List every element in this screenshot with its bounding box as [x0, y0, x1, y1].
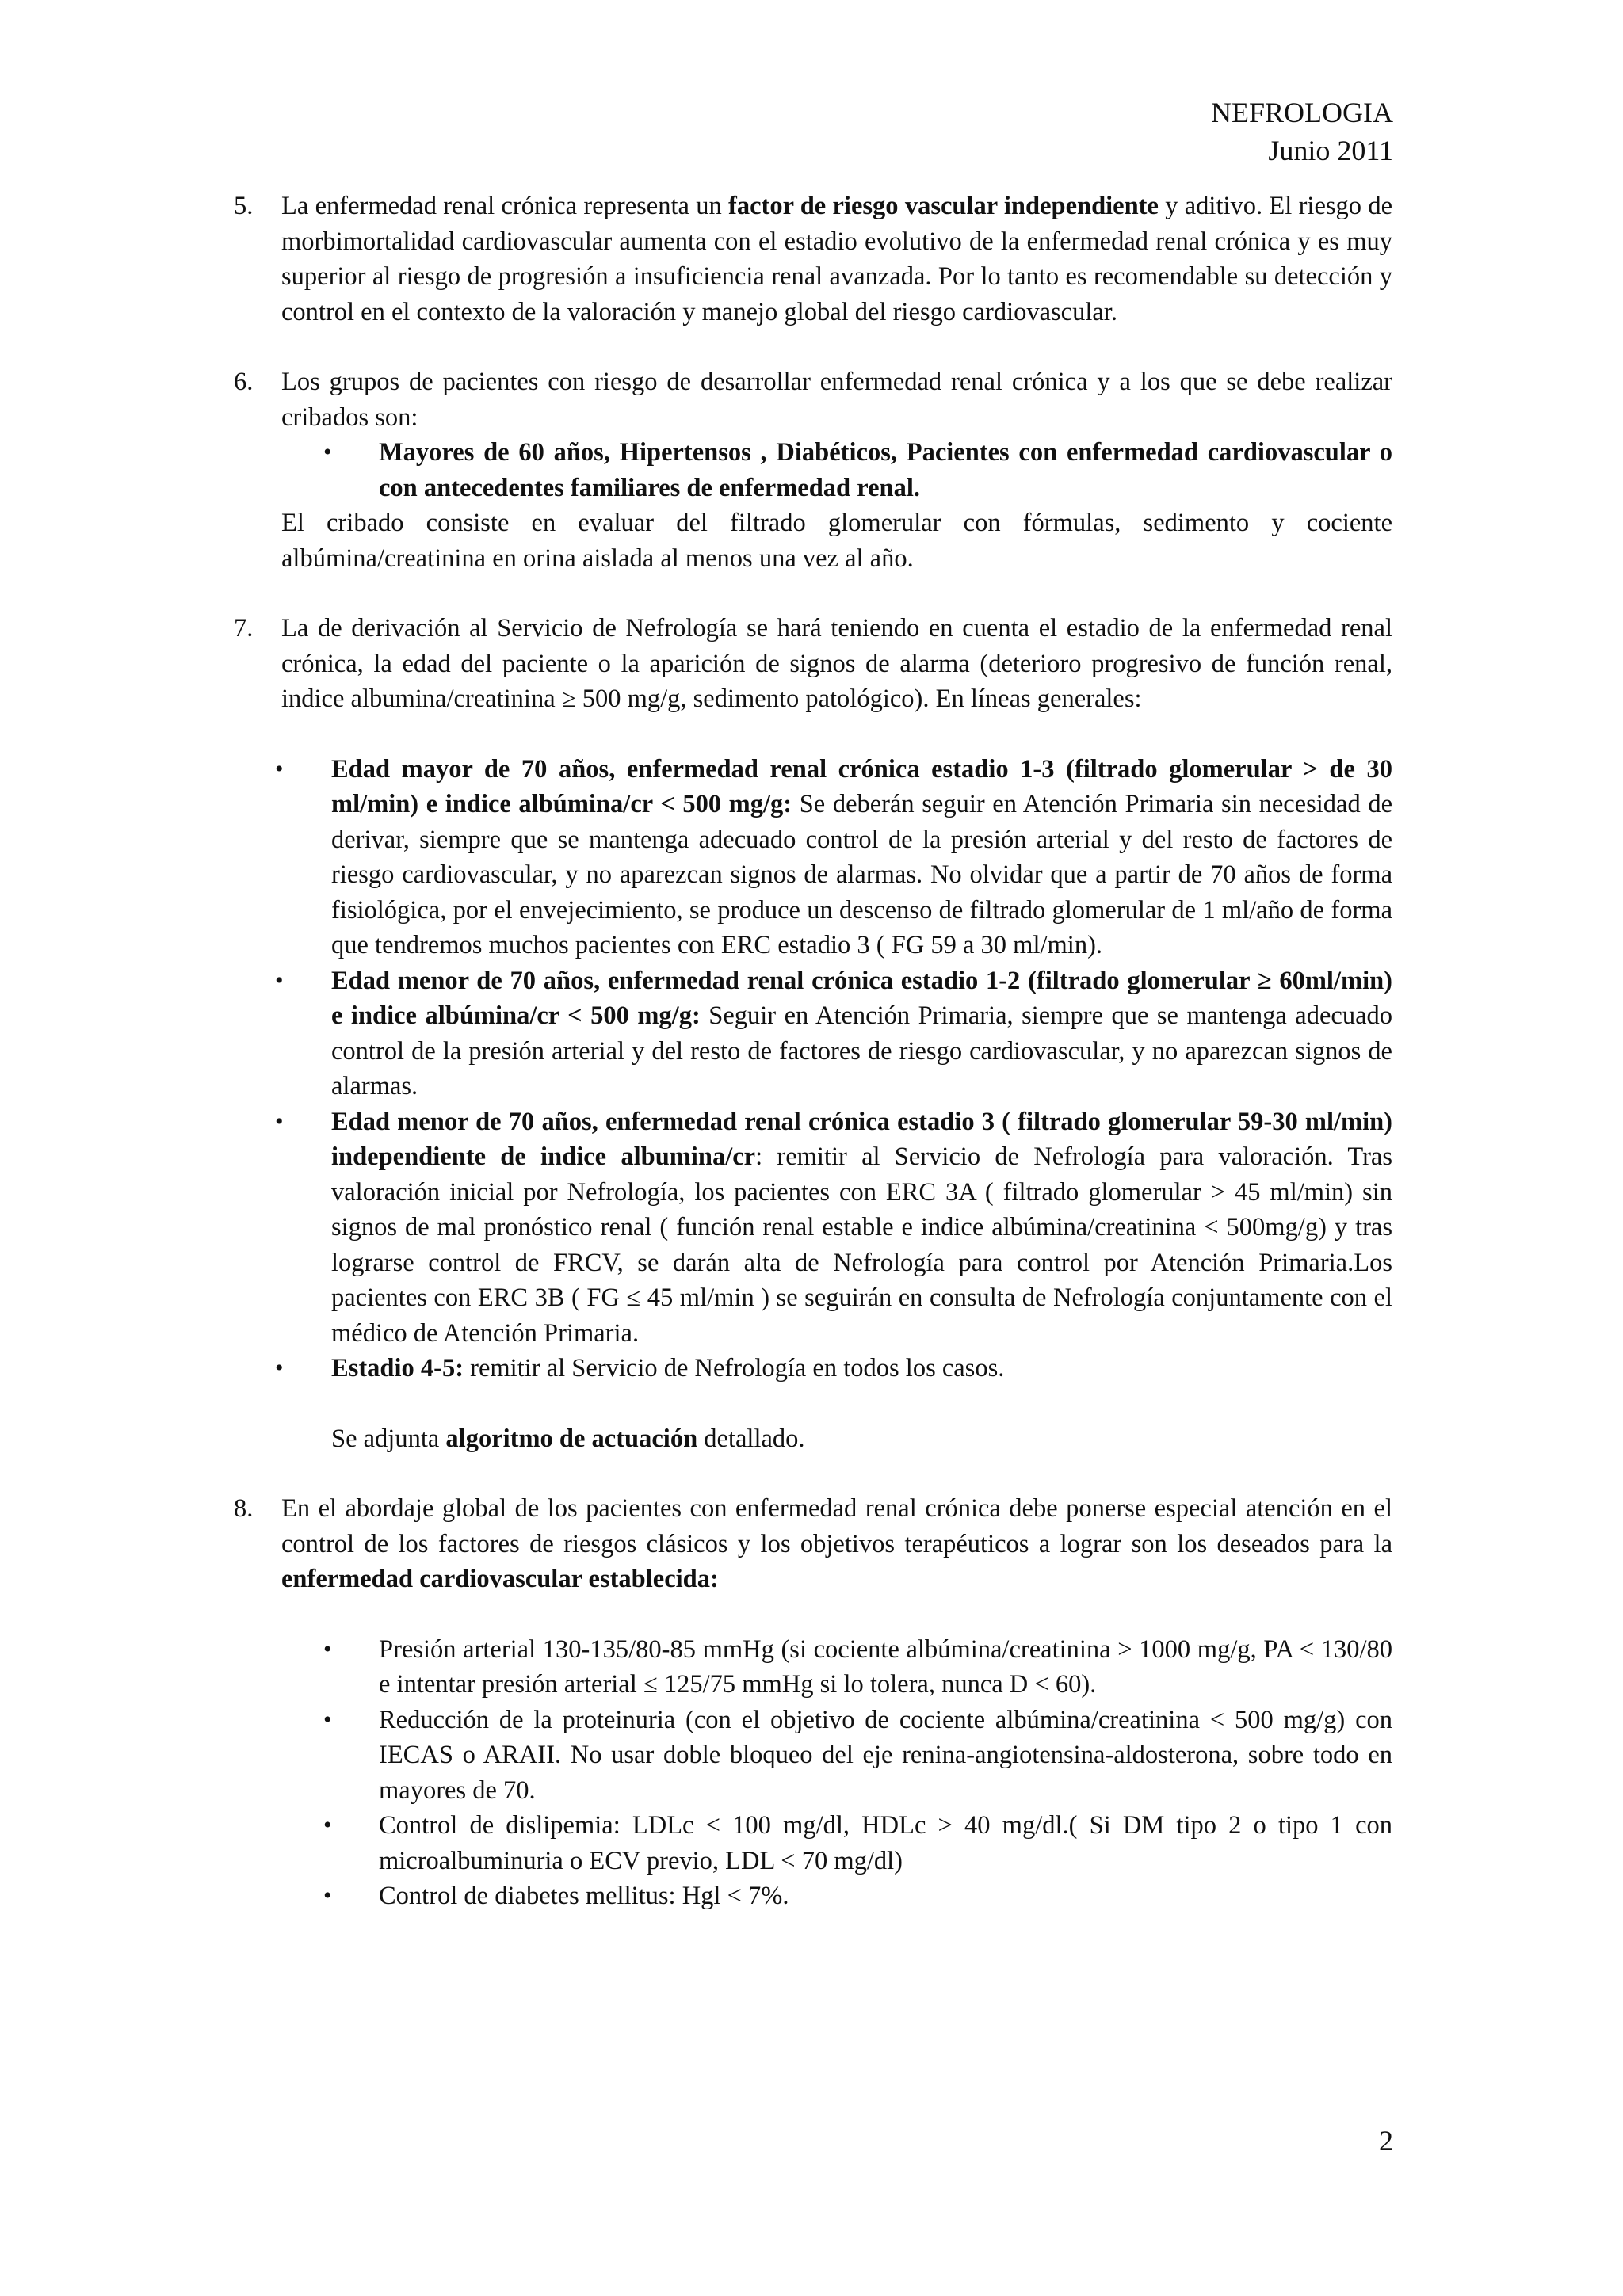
attachment-note: Se adjunta algoritmo de actuación detallado.	[331, 1424, 805, 1453]
item-6-outro: El cribado consiste en evaluar del filtrado glomerular con fórmulas, sedimento y cociente albúmina/creatinina en orina aislada al menos una vez al año.	[281, 509, 1392, 573]
bullet-item: • Mayores de 60 años, Hipertensos , Diabéticos, Pacientes con enfermedad cardiovascular o con antecedentes familiares de enfermedad renal.	[281, 435, 1392, 505]
header-date: Junio 2011	[1268, 135, 1393, 166]
bullet-item: • Estadio 4-5: remitir al Servicio de Nefrología en todos los casos.	[234, 1351, 1392, 1386]
bullet-item: • Presión arterial 130-135/80-85 mmHg (si cociente albúmina/creatinina > 1000 mg/g, PA < 130/80 e intentar presión arterial ≤ 125/75 mmHg si lo tolera, nunca D < 60).	[281, 1632, 1392, 1703]
bullet-item: • Control de dislipemia: LDLc < 100 mg/dl, HDLc > 40 mg/dl.( Si DM tipo 2 o tipo 1 con microalbuminuria o ECV previo, LDL < 70 mg/dl)	[281, 1808, 1392, 1878]
list-item-7	[234, 611, 1392, 1456]
page-number: 2	[1379, 2125, 1393, 2157]
page-header	[1211, 93, 1393, 170]
bullet-icon: •	[275, 967, 284, 994]
item-number: 7.	[234, 614, 254, 643]
item-number: 5.	[234, 192, 254, 220]
bullet-icon: •	[275, 755, 284, 782]
bullet-icon: •	[323, 1812, 332, 1838]
item-5-paragraph: La enfermedad renal crónica representa un factor de riesgo vascular independiente y aditivo. El riesgo de morbimortalidad cardiovascular aumenta con el estadio evolutivo de la enfermedad renal crónica y es muy superior al riesgo de progresión a insuficiencia renal avanzada. Por lo tanto es recomendable su detección y control en el contexto de la valoración y manejo global del riesgo cardiovascular.	[281, 192, 1393, 326]
bullet-icon: •	[275, 1108, 284, 1135]
therapeutic-goals-list	[281, 1632, 1392, 1914]
item-8-intro: En el abordaje global de los pacientes con enfermedad renal crónica debe ponerse especial atención en el control de los factores de riesgos clásicos y los objetivos terapéuticos a lograr son los deseados para la enfermedad cardiovascular establecida:	[281, 1494, 1392, 1593]
risk-groups-list	[281, 435, 1392, 505]
header-journal: NEFROLOGIA	[1211, 97, 1393, 128]
bullet-icon: •	[323, 439, 332, 465]
bullet-item: • Control de diabetes mellitus: Hgl < 7%.	[281, 1878, 1392, 1914]
bullet-item: • Reducción de la proteinuria (con el objetivo de cociente albúmina/creatinina < 500 mg/g) con IECAS o ARAII. No usar doble bloqueo del eje renina-angiotensina-aldosterona, sobre todo en mayores de 70.	[281, 1703, 1392, 1809]
list-item-5	[234, 189, 1392, 330]
bullet-icon: •	[323, 1882, 332, 1909]
bullet-icon: •	[323, 1635, 332, 1662]
item-7-intro: La de derivación al Servicio de Nefrología se hará teniendo en cuenta el estadio de la enfermedad renal crónica, la edad del paciente o la aparición de signos de alarma (deterioro progresivo de función renal, indice albumina/creatinina ≥ 500 mg/g, sedimento patológico). En líneas generales:	[281, 614, 1392, 713]
list-item-6	[234, 364, 1392, 576]
bullet-icon: •	[323, 1706, 332, 1733]
item-number: 6.	[234, 368, 254, 396]
bullet-icon: •	[275, 1355, 284, 1381]
item-number: 8.	[234, 1494, 254, 1523]
referral-criteria-list	[234, 752, 1392, 1386]
list-item-8	[234, 1491, 1392, 1914]
bullet-item: • Edad mayor de 70 años, enfermedad renal crónica estadio 1-3 (filtrado glomerular > de 30 ml/min) e indice albúmina/cr < 500 mg/g: Se deberán seguir en Atención Primaria sin necesidad de derivar, siempre que se mantenga adecuado control de la presión arterial y del resto de factores de riesgo cardiovascular, y no aparezcan signos de alarmas. No olvidar que a partir de 70 años de forma fisiológica, por el envejecimiento, se produce un descenso de filtrado glomerular de 1 ml/año de forma que tendremos muchos pacientes con ERC estadio 3 ( FG 59 a 30 ml/min).	[234, 752, 1392, 963]
bullet-item: • Edad menor de 70 años, enfermedad renal crónica estadio 1-2 (filtrado glomerular ≥ 60ml/min) e indice albúmina/cr < 500 mg/g: Seguir en Atención Primaria, siempre que se mantenga adecuado control de la presión arterial y del resto de factores de riesgo cardiovascular, y no aparezcan signos de alarmas.	[234, 963, 1392, 1104]
item-6-intro: Los grupos de pacientes con riesgo de desarrollar enfermedad renal crónica y a los que se debe realizar cribados son:	[281, 368, 1392, 432]
document-body	[234, 189, 1392, 1914]
bullet-item: • Edad menor de 70 años, enfermedad renal crónica estadio 3 ( filtrado glomerular 59-30 ml/min) independiente de indice albumina/cr: remitir al Servicio de Nefrología para valoración. Tras valoración inicial por Nefrología, los pacientes con ERC 3A ( filtrado glomerular > 45 ml/min) sin signos de mal pronóstico renal ( función renal estable e indice albúmina/creatinina < 500mg/g) y tras lograrse control de FRCV, se darán alta de Nefrología para control por Atención Primaria.Los pacientes con ERC 3B ( FG ≤ 45 ml/min ) se seguirán en consulta de Nefrología conjuntamente con el médico de Atención Primaria.	[234, 1104, 1392, 1352]
